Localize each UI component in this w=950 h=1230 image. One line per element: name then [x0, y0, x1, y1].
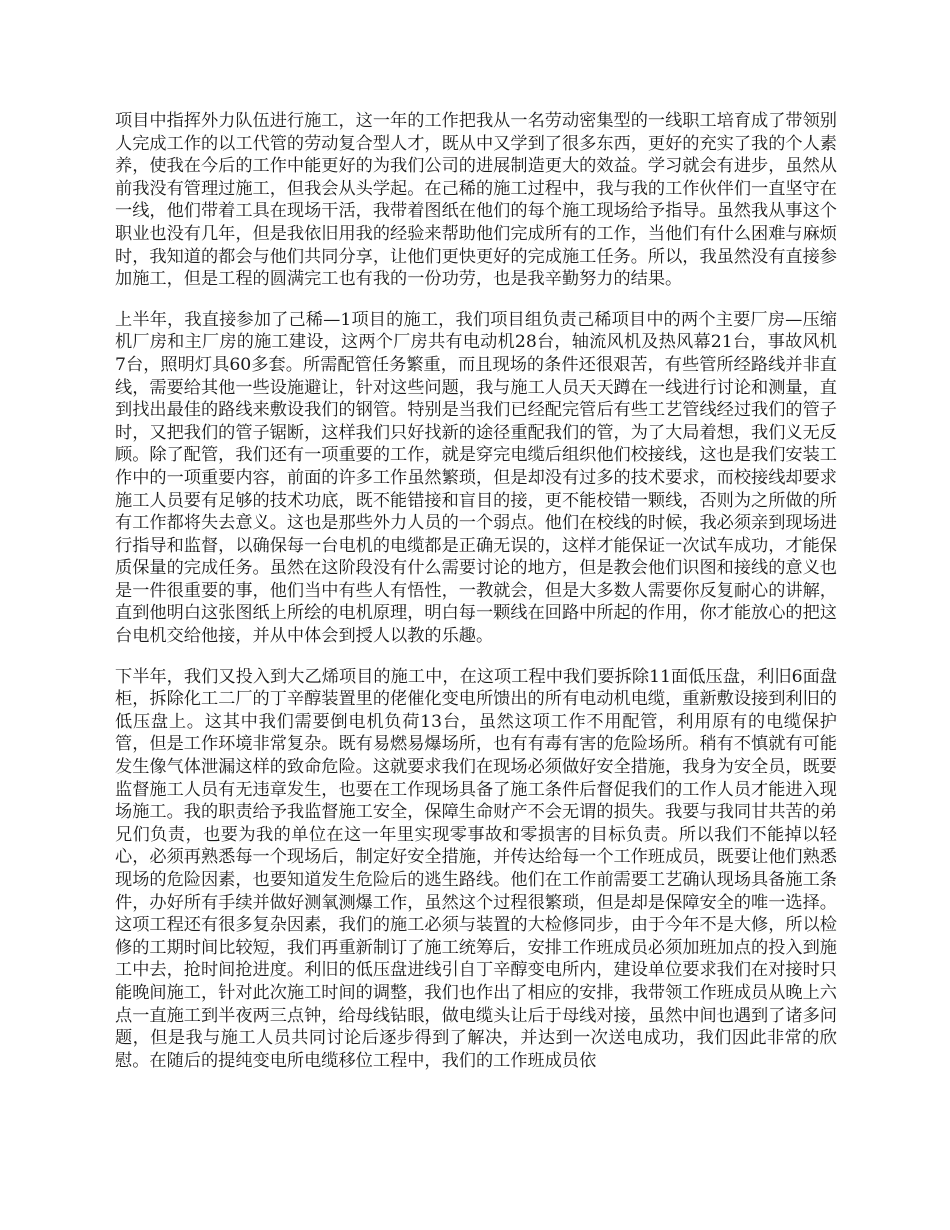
- paragraph-2: 上半年，我直接参加了己稀—1项目的施工，我们项目组负责己稀项目中的两个主要厂房—压缩机厂房和主厂房的施工建设，这两个厂房共有电动机28台，轴流风机及热风幕21台，事故风机7台，照明灯具60多套。所需配管任务繁重，而且现场的条件还很艰苦，有些管所经路线并非直线，需要给其他一些设施避让，针对这些问题，我与施工人员天天蹲在一线进行讨论和测量，直到找出最佳的路线来敷设我们的钢管。特别是当我们已经配完管后有些工艺管线经过我们的管子时，又把我们的管子锯断，这样我们只好找新的途径重配我们的管，为了大局着想，我们义无反顾。除了配管，我们还有一项重要的工作，就是穿完电缆后组织他们校接线，这也是我们安装工作中的一项重要内容，前面的许多工作虽然繁琐，但是却没有过多的技术要求，而校接线却要求施工人员要有足够的技术功底，既不能错接和盲目的接，更不能校错一颗线，否则为之所做的所有工作都将失去意义。这也是那些外力人员的一个弱点。他们在校线的时候，我必须亲到现场进行指导和监督，以确保每一台电机的电缆都是正确无误的，这样才能保证一次试车成功，才能保质保量的完成任务。虽然在这阶段没有什么需要讨论的地方，但是教会他们识图和接线的意义也是一件很重要的事，他们当中有些人有悟性，一教就会，但是大多数人需要你反复耐心的讲解，直到他明白这张图纸上所绘的电机原理，明白每一颗线在回路中所起的作用，你才能放心的把这台电机交给他接，并从中体会到授人以教的乐趣。: [115, 309, 837, 647]
- paragraph-1: 项目中指挥外力队伍进行施工，这一年的工作把我从一名劳动密集型的一线职工培育成了带领别人完成工作的以工代管的劳动复合型人才，既从中又学到了很多东西，更好的充实了我的个人素养，使我在今后的工作中能更好的为我们公司的进展制造更大的效益。学习就会有进步，虽然从前我没有管理过施工，但我会从头学起。在己稀的施工过程中，我与我的工作伙伴们一直坚守在一线，他们带着工具在现场干活，我带着图纸在他们的每个施工现场给予指导。虽然我从事这个职业也没有几年，但是我依旧用我的经验来帮助他们完成所有的工作，当他们有什么困难与麻烦时，我知道的都会与他们共同分享，让他们更快更好的完成施工任务。所以，我虽然没有直接参加施工，但是工程的圆满完工也有我的一份功劳，也是我辛勤努力的结果。: [115, 111, 837, 290]
- paragraph-3: 下半年，我们又投入到大乙烯项目的施工中，在这项工程中我们要拆除11面低压盘，利旧6面盘柜，拆除化工二厂的丁辛醇装置里的佬催化变电所馈出的所有电动机电缆，重新敷设接到利旧的低压盘上。这其中我们需要倒电机负荷13台，虽然这项工作不用配管，利用原有的电缆保护管，但是工作环境非常复杂。既有易燃易爆场所，也有有毒有害的危险场所。稍有不慎就有可能发生像气体泄漏这样的致命危险。这就要求我们在现场必须做好安全措施，我身为安全员，既要监督施工人员有无违章发生，也要在工作现场具备了施工条件后督促我们的工作人员才能进入现场施工。我的职责给予我监督施工安全，保障生命财产不会无谓的损失。我要与我同甘共苦的弟兄们负责，也要为我的单位在这一年里实现零事故和零损害的目标负责。所以我们不能掉以轻心，必须再熟悉每一个现场后，制定好安全措施，并传达给每一个工作班成员，既要让他们熟悉现场的危险因素，也要知道发生危险后的逃生路线。他们在工作前需要工艺确认现场具备施工条件，办好所有手续并做好测氧测爆工作，虽然这个过程很繁琐，但是却是保障安全的唯一选择。这项工程还有很多复杂因素，我们的施工必须与装置的大检修同步，由于今年不是大修，所以检修的工期时间比较短，我们再重新制订了施工统筹后，安排工作班成员必须加班加点的投入到施工中去，抢时间抢进度。利旧的低压盘进线引自丁辛醇变电所内，建设单位要求我们在对接时只能晚间施工，针对此次施工时间的调整，我们也作出了相应的安排，我带领工作班成员从晚上六点一直施工到半夜两三点钟，给母线钻眼，做电缆头让后于母线对接，虽然中间也遇到了诸多问题，但是我与施工人员共同讨论后逐步得到了解决，并达到一次送电成功，我们因此非常的欣慰。在随后的提纯变电所电缆移位工程中，我们的工作班成员依: [115, 666, 837, 1071]
- document-body: [115, 110, 837, 1090]
